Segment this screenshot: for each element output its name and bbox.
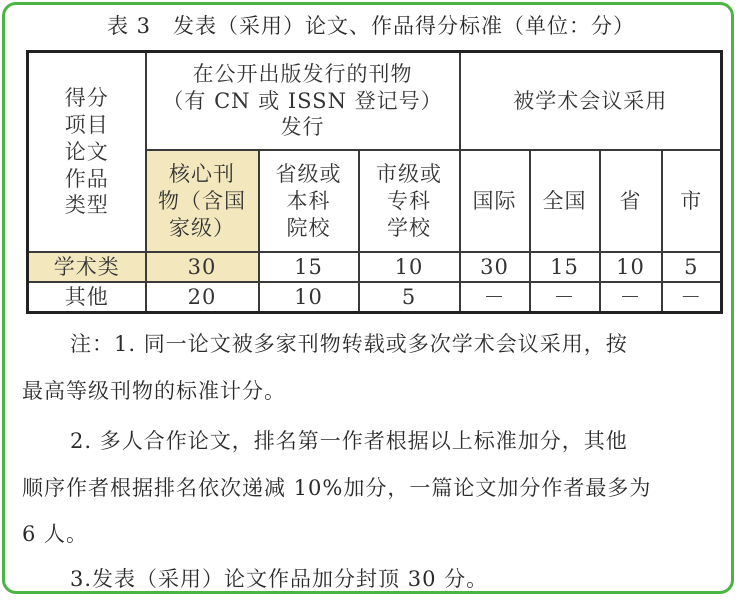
note-2-line-1: 2. 多人合作论文，排名第一作者根据以上标准加分，其他 xyxy=(70,429,628,453)
table-cell: － xyxy=(530,282,600,312)
note-2-line-3: 6 人。 xyxy=(22,522,89,546)
note-3-line-1: 3.发表（采用）论文作品加分封顶 30 分。 xyxy=(70,567,489,591)
table-cell: 30 xyxy=(146,252,259,282)
conf-municipal-header: 市 xyxy=(662,150,722,252)
conference-group-header: 被学术会议采用 xyxy=(460,52,722,150)
note-1-line-1: 注：1. 同一论文被多家刊物转载或多次学术会议采用，按 xyxy=(70,332,628,356)
row-label-academic: 学术类 xyxy=(28,252,146,282)
table-cell: 5 xyxy=(662,252,722,282)
table-cell: － xyxy=(600,282,662,312)
table-cell: 15 xyxy=(530,252,600,282)
table-cell: － xyxy=(662,282,722,312)
note-1-line-2: 最高等级刊物的标准计分。 xyxy=(22,379,286,403)
note-2-line-2: 顺序作者根据排名依次递减 10%加分，一篇论文加分作者最多为 xyxy=(22,476,652,500)
table-cell: 20 xyxy=(146,282,259,312)
table-title: 表 3 发表（采用）论文、作品得分标准（单位：分） xyxy=(106,14,636,38)
conf-national-header: 全国 xyxy=(530,150,600,252)
score-table xyxy=(26,50,723,314)
table-row xyxy=(28,252,722,282)
row-label-other: 其他 xyxy=(28,282,146,312)
table-cell: 10 xyxy=(600,252,662,282)
table-row xyxy=(28,282,722,312)
table-cell: 30 xyxy=(460,252,530,282)
table-cell: 10 xyxy=(259,282,359,312)
city-journal-header: 市级或 专科 学校 xyxy=(359,150,460,252)
table-cell: － xyxy=(460,282,530,312)
publication-group-header: 在公开出版发行的刊物 （有 CN 或 ISSN 登记号） 发行 xyxy=(146,52,460,150)
provincial-journal-header: 省级或 本科 院校 xyxy=(259,150,359,252)
corner-header: 得分 项目 论文 作品 类型 xyxy=(28,52,146,253)
table-cell: 10 xyxy=(359,252,460,282)
table-cell: 5 xyxy=(359,282,460,312)
conf-provincial-header: 省 xyxy=(600,150,662,252)
conf-international-header: 国际 xyxy=(460,150,530,252)
core-journal-header: 核心刊 物（含国 家级） xyxy=(146,150,259,252)
table-cell: 15 xyxy=(259,252,359,282)
